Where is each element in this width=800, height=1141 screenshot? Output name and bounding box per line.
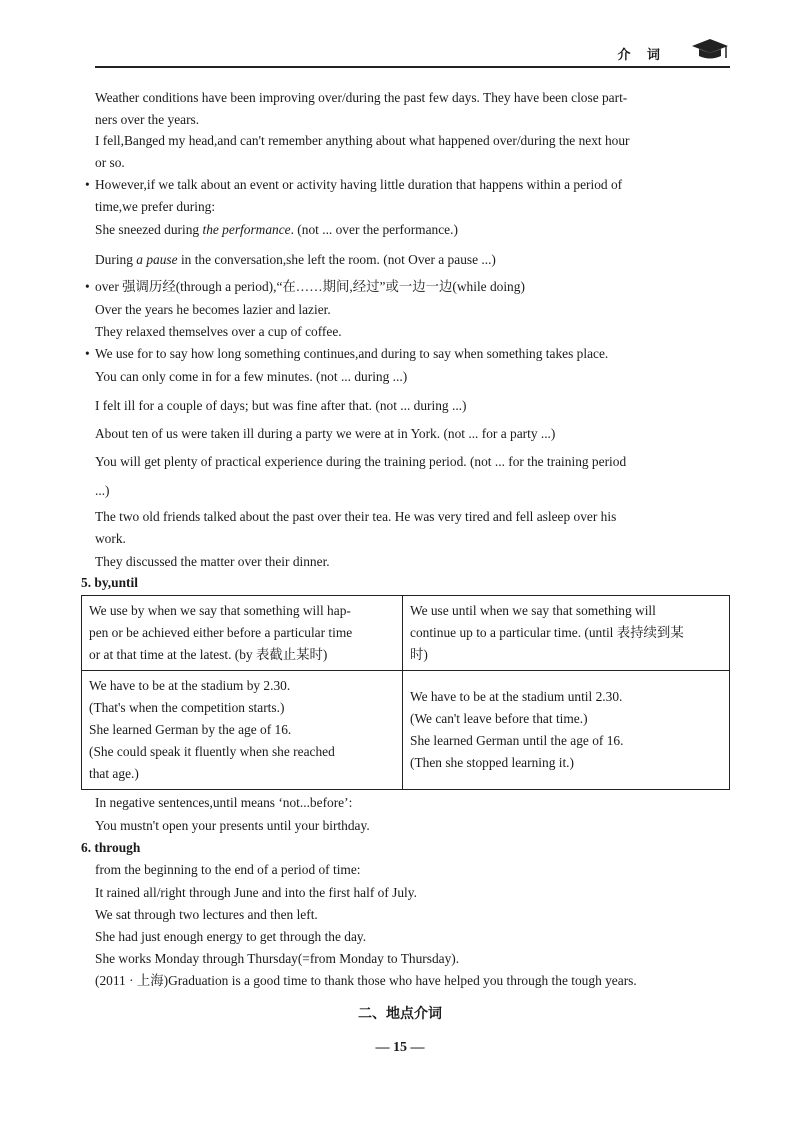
text-line: I felt ill for a couple of days; but was fine after that. (not ... during ...) bbox=[95, 398, 467, 413]
graduation-cap-icon bbox=[690, 36, 730, 62]
text-line: They discussed the matter over their dinner. bbox=[95, 554, 330, 569]
cell-line: (Then she stopped learning it.) bbox=[410, 755, 574, 770]
text-line: or so. bbox=[95, 155, 125, 170]
text-line: However,if we talk about an event or activity having little duration that happens within a period of bbox=[95, 177, 623, 192]
text-line: time,we prefer during: bbox=[95, 199, 216, 214]
text-line: About ten of us were taken ill during a party we were at in York. (not ... for a party ...) bbox=[95, 426, 556, 441]
text-line: We use for to say how long something continues,and during to say when something takes place. bbox=[95, 346, 609, 361]
page-number: — 15 — bbox=[375, 1040, 425, 1055]
cell-line: (She could speak it fluently when she reached bbox=[89, 744, 335, 759]
cell-line: We have to be at the stadium by 2.30. bbox=[89, 678, 291, 693]
table-row bbox=[82, 671, 730, 790]
cell-line: We use by when we say that something will hap- bbox=[89, 603, 351, 618]
table-cell bbox=[403, 596, 730, 671]
text-line: ...) bbox=[95, 483, 110, 498]
example-sentence: During a pause in the conversation,she left the room. (not Over a pause ...) bbox=[95, 252, 496, 267]
text-line: from the beginning to the end of a period of time: bbox=[95, 862, 361, 877]
text-line: She works Monday through Thursday(=from Monday to Thursday). bbox=[95, 951, 460, 966]
cell-line: She learned German by the age of 16. bbox=[89, 722, 292, 737]
cell-line: continue up to a particular time. (until 表持续到某 bbox=[410, 625, 684, 640]
text-line: We sat through two lectures and then left. bbox=[95, 907, 318, 922]
cell-line: She learned German until the age of 16. bbox=[410, 733, 624, 748]
emphasis-text: a pause bbox=[136, 252, 178, 267]
cell-line: (That's when the competition starts.) bbox=[89, 700, 285, 715]
cell-line: 时) bbox=[410, 647, 428, 662]
text-line: I fell,Banged my head,and can't remember anything about what happened over/during the next hour bbox=[95, 133, 630, 148]
emphasis-text: the performance bbox=[202, 222, 291, 237]
cell-line: pen or be achieved either before a particular time bbox=[89, 625, 353, 640]
bullet-marker: • bbox=[85, 177, 90, 192]
text-line: The two old friends talked about the past over their tea. He was very tired and fell asleep over his bbox=[95, 509, 617, 524]
heading-by-until: 5. by,until bbox=[81, 575, 138, 590]
text-line: ners over the years. bbox=[95, 112, 200, 127]
text-line: You will get plenty of practical experience during the training period. (not ... for the training period bbox=[95, 454, 627, 469]
cell-line: We use until when we say that something will bbox=[410, 603, 656, 618]
cell-line: or at that time at the latest. (by 表截止某时) bbox=[89, 647, 328, 662]
text-line: They relaxed themselves over a cup of coffee. bbox=[95, 324, 342, 339]
example-sentence: She sneezed during the performance. (not ... over the performance.) bbox=[95, 222, 458, 237]
cell-line: We have to be at the stadium until 2.30. bbox=[410, 689, 623, 704]
cell-line: that age.) bbox=[89, 766, 139, 781]
text-line: work. bbox=[95, 531, 126, 546]
text-line: Over the years he becomes lazier and lazier. bbox=[95, 302, 331, 317]
text-line: It rained all/right through June and into the first half of July. bbox=[95, 885, 417, 900]
text-line: In negative sentences,until means ‘not...before’: bbox=[95, 795, 353, 810]
table-cell bbox=[82, 596, 403, 671]
page-header bbox=[95, 30, 730, 70]
table-row bbox=[82, 596, 730, 671]
text-line: (2011 · 上海)Graduation is a good time to thank those who have helped you through the tough years. bbox=[95, 973, 637, 988]
text-line: You mustn't open your presents until your birthday. bbox=[95, 818, 370, 833]
bullet-marker: • bbox=[85, 279, 90, 294]
text-line: She had just enough energy to get through the day. bbox=[95, 929, 367, 944]
text-line: over 强调历经(through a period),“在……期间,经过”或一边一边(while doing) bbox=[95, 279, 525, 294]
section-title: 二、地点介词 bbox=[358, 1006, 442, 1022]
cell-line: (We can't leave before that time.) bbox=[410, 711, 588, 726]
header-rule bbox=[95, 66, 730, 68]
heading-through: 6. through bbox=[81, 840, 141, 855]
by-until-comparison-table bbox=[81, 595, 730, 790]
text-line: Weather conditions have been improving over/during the past few days. They have been close part- bbox=[95, 90, 628, 105]
text-line: You can only come in for a few minutes. (not ... during ...) bbox=[95, 369, 408, 384]
header-title: 介 词 bbox=[617, 48, 666, 63]
table-cell bbox=[403, 671, 730, 790]
table-cell bbox=[82, 671, 403, 790]
bullet-marker: • bbox=[85, 346, 90, 361]
